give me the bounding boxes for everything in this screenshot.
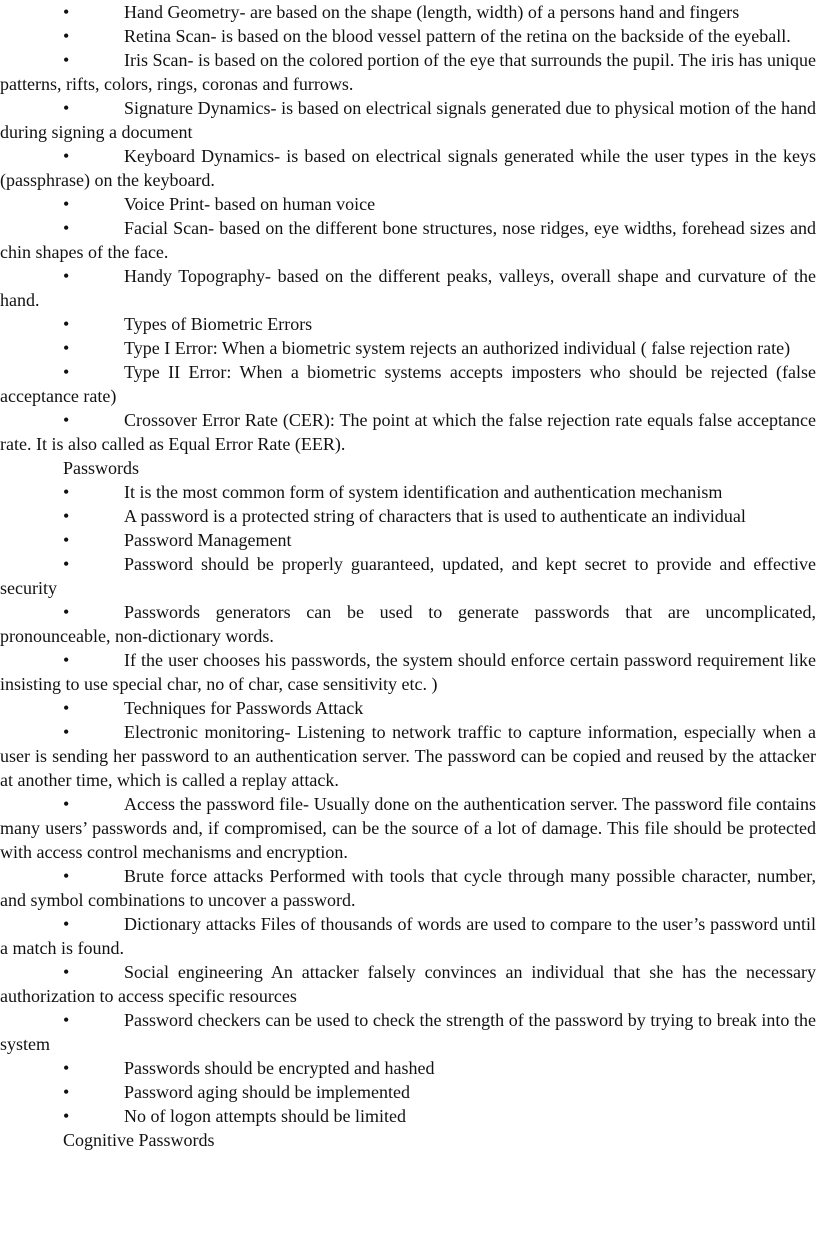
bullet-icon: • — [63, 722, 70, 742]
bullet-paragraph — [0, 960, 816, 1008]
bullet-paragraph — [0, 96, 816, 144]
bullet-paragraph — [0, 720, 816, 792]
bullet-text: It is the most common form of system identification and authentication mechanism — [124, 482, 723, 502]
bullet-text: Social engineering An attacker falsely convinces an individual that she has the necessary authorization to access specific resources — [0, 962, 816, 1006]
bullet-paragraph — [0, 0, 816, 24]
bullet-paragraph — [0, 336, 816, 360]
bullet-paragraph — [0, 864, 816, 912]
bullet-icon: • — [63, 146, 70, 166]
bullet-paragraph — [0, 552, 816, 600]
bullet-icon: • — [63, 602, 70, 622]
bullet-text: Password Management — [124, 530, 292, 550]
bullet-text: Dictionary attacks Files of thousands of words are used to compare to the user’s password until a match is found. — [0, 914, 816, 958]
bullet-text: Crossover Error Rate (CER): The point at which the false rejection rate equals false acceptance rate. It is also called as Equal Error Rate (EER). — [0, 410, 816, 454]
bullet-paragraph — [0, 1056, 816, 1080]
bullet-icon: • — [63, 314, 70, 334]
bullet-icon: • — [63, 338, 70, 358]
bullet-icon: • — [63, 914, 70, 934]
bullet-text: Electronic monitoring- Listening to network traffic to capture information, especially when a user is sending her password to an authentication server. The password can be copied and reused by the attacker at another time, which is called a replay attack. — [0, 722, 816, 790]
bullet-text: Passwords generators can be used to generate passwords that are uncomplicated, pronounceable, non-dictionary words. — [0, 602, 816, 646]
bullet-paragraph — [0, 24, 816, 48]
bullet-paragraph — [0, 408, 816, 456]
bullet-icon: • — [63, 650, 70, 670]
bullet-paragraph — [0, 1104, 816, 1128]
bullet-text: Password checkers can be used to check the strength of the password by trying to break into the system — [0, 1010, 816, 1054]
bullet-paragraph — [0, 600, 816, 648]
bullet-icon: • — [63, 554, 70, 574]
bullet-text: Brute force attacks Performed with tools that cycle through many possible character, number, and symbol combinations to uncover a password. — [0, 866, 816, 910]
bullet-icon: • — [63, 26, 70, 46]
bullet-paragraph — [0, 360, 816, 408]
section-heading: Passwords — [63, 458, 140, 478]
bullet-paragraph — [0, 48, 816, 96]
bullet-icon: • — [63, 218, 70, 238]
bullet-icon: • — [63, 194, 70, 214]
bullet-paragraph — [0, 792, 816, 864]
bullet-text: No of logon attempts should be limited — [124, 1106, 406, 1126]
bullet-icon: • — [63, 866, 70, 886]
bullet-icon: • — [63, 50, 70, 70]
bullet-icon: • — [63, 530, 70, 550]
bullet-text: Type I Error: When a biometric system rejects an authorized individual ( false rejection rate) — [124, 338, 791, 358]
bullet-paragraph — [0, 192, 816, 216]
bullet-icon: • — [63, 410, 70, 430]
bullet-text: Type II Error: When a biometric systems accepts imposters who should be rejected (false acceptance rate) — [0, 362, 816, 406]
bullet-icon: • — [63, 266, 70, 286]
bullet-paragraph — [0, 648, 816, 696]
bullet-paragraph — [0, 912, 816, 960]
bullet-text: Techniques for Passwords Attack — [124, 698, 364, 718]
bullet-text: Password aging should be implemented — [124, 1082, 410, 1102]
bullet-text: Voice Print- based on human voice — [124, 194, 376, 214]
bullet-text: Keyboard Dynamics- is based on electrical signals generated while the user types in the keys (passphrase) on the keyboard. — [0, 146, 816, 190]
bullet-text: Signature Dynamics- is based on electrical signals generated due to physical motion of the hand during signing a document — [0, 98, 816, 142]
bullet-icon: • — [63, 1010, 70, 1030]
bullet-icon: • — [63, 362, 70, 382]
bullet-text: If the user chooses his passwords, the system should enforce certain password requirement like insisting to use special char, no of char, case sensitivity etc. ) — [0, 650, 816, 694]
bullet-icon: • — [63, 698, 70, 718]
bullet-paragraph — [0, 264, 816, 312]
bullet-paragraph — [0, 1008, 816, 1056]
bullet-paragraph — [0, 504, 816, 528]
bullet-icon: • — [63, 1082, 70, 1102]
bullet-paragraph — [0, 312, 816, 336]
bullet-text: Passwords should be encrypted and hashed — [124, 1058, 435, 1078]
bullet-paragraph — [0, 480, 816, 504]
bullet-paragraph — [0, 1080, 816, 1104]
bullet-paragraph — [0, 696, 816, 720]
bullet-icon: • — [63, 2, 70, 22]
bullet-text: Hand Geometry- are based on the shape (length, width) of a persons hand and fingers — [124, 2, 740, 22]
bullet-text: Types of Biometric Errors — [124, 314, 313, 334]
bullet-text: Facial Scan- based on the different bone structures, nose ridges, eye widths, forehead sizes and chin shapes of the face. — [0, 218, 816, 262]
bullet-icon: • — [63, 1106, 70, 1126]
bullet-paragraph — [0, 144, 816, 192]
bullet-text: Handy Topography- based on the different peaks, valleys, overall shape and curvature of the hand. — [0, 266, 816, 310]
bullet-paragraph — [0, 216, 816, 264]
bullet-icon: • — [63, 506, 70, 526]
bullet-icon: • — [63, 962, 70, 982]
bullet-icon: • — [63, 98, 70, 118]
bullet-text: Retina Scan- is based on the blood vessel pattern of the retina on the backside of the eyeball. — [124, 26, 791, 46]
section-heading: Cognitive Passwords — [63, 1130, 215, 1150]
bullet-icon: • — [63, 794, 70, 814]
bullet-icon: • — [63, 482, 70, 502]
bullet-text: Password should be properly guaranteed, updated, and kept secret to provide and effective security — [0, 554, 816, 598]
bullet-text: Iris Scan- is based on the colored portion of the eye that surrounds the pupil. The iris has unique patterns, rifts, colors, rings, coronas and furrows. — [0, 50, 816, 94]
bullet-paragraph — [0, 528, 816, 552]
bullet-text: Access the password file- Usually done on the authentication server. The password file contains many users’ passwords and, if compromised, can be the source of a lot of damage. This file should be protected with access control mechanisms and encryption. — [0, 794, 816, 862]
bullet-text: A password is a protected string of characters that is used to authenticate an individual — [124, 506, 746, 526]
bullet-icon: • — [63, 1058, 70, 1078]
